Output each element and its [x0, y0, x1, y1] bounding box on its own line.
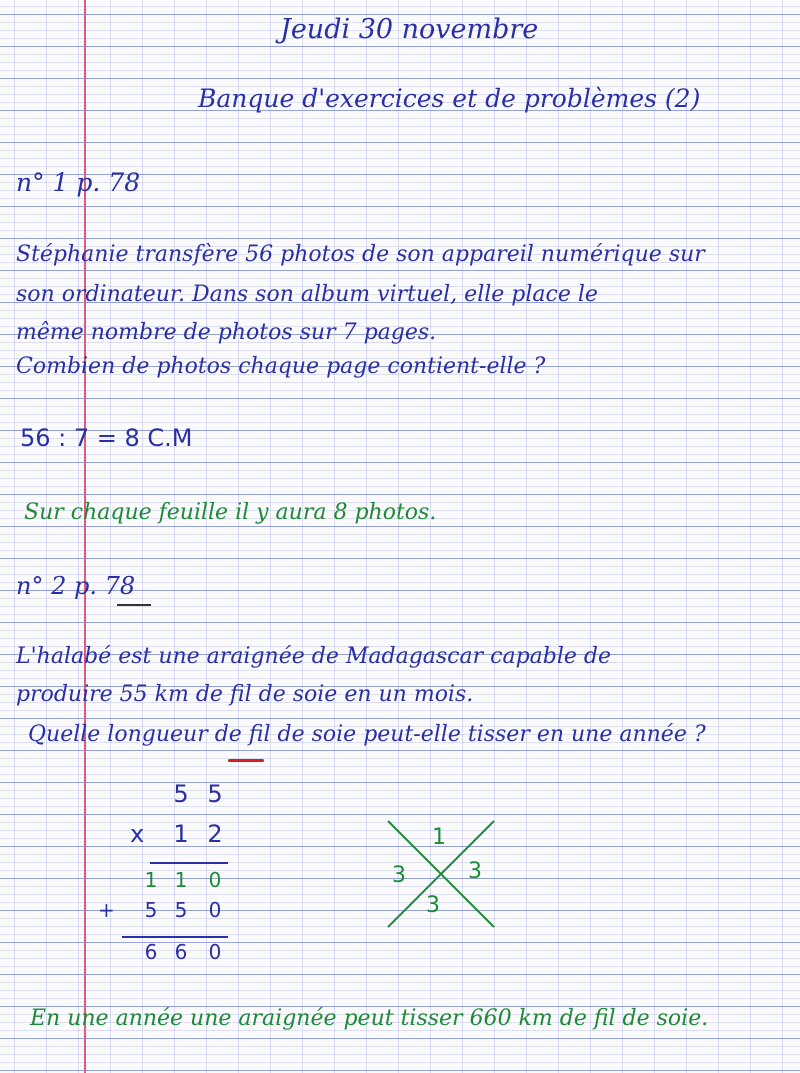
digit: 5	[144, 898, 158, 922]
plus-sign: +	[98, 898, 115, 922]
cross-right-digit: 3	[468, 859, 482, 884]
digit: 0	[208, 940, 222, 964]
cross-top-digit: 1	[432, 825, 446, 850]
sum-line	[122, 936, 228, 938]
exercise-1-problem-line: son ordinateur. Dans son album virtuel, elle place le	[16, 282, 598, 307]
exercise-2-answer: En une année une araignée peut tisser 660 km de fil de soie.	[30, 1006, 709, 1031]
digit: 5	[174, 898, 188, 922]
digit: 5	[207, 780, 223, 808]
digit: 6	[144, 940, 158, 964]
digit: 1	[144, 868, 158, 892]
cross-left-digit: 3	[392, 863, 406, 888]
correction-underline	[228, 759, 264, 762]
digit: 1	[174, 868, 188, 892]
digit: 1	[173, 820, 189, 848]
times-sign: x	[130, 820, 145, 848]
exercise-2-problem-line: produire 55 km de fil de soie en un mois.	[16, 682, 474, 707]
digit: 0	[208, 868, 222, 892]
cross-bottom-digit: 3	[426, 893, 440, 918]
digit: 0	[208, 898, 222, 922]
exercise-2-question: Quelle longueur de fil de soie peut-elle tisser en une année ?	[28, 722, 706, 747]
multiplication-line	[150, 862, 228, 864]
exercise-1-label: n° 1 p. 78	[16, 168, 141, 197]
nine-proof-cross	[380, 815, 500, 935]
digit: 2	[207, 820, 223, 848]
exercise-2-problem-line: L'halabé est une araignée de Madagascar capable de	[16, 644, 611, 669]
exercise-1-answer: Sur chaque feuille il y aura 8 photos.	[24, 500, 437, 525]
page-title: Banque d'exercices et de problèmes (2)	[198, 84, 701, 113]
exercise-1-calculation: 56 : 7 = 8 C.M	[20, 424, 193, 452]
exercise-2-label-underline	[117, 604, 151, 606]
multiplication-operation	[90, 780, 240, 970]
digit: 5	[173, 780, 189, 808]
exercise-1-problem-line: même nombre de photos sur 7 pages.	[16, 320, 437, 345]
digit: 6	[174, 940, 188, 964]
exercise-1-problem-line: Stéphanie transfère 56 photos de son appareil numérique sur	[16, 242, 705, 267]
exercise-1-question: Combien de photos chaque page contient-elle ?	[16, 354, 546, 379]
exercise-2-label: n° 2 p. 78	[16, 572, 136, 600]
date-heading: Jeudi 30 novembre	[280, 14, 539, 45]
